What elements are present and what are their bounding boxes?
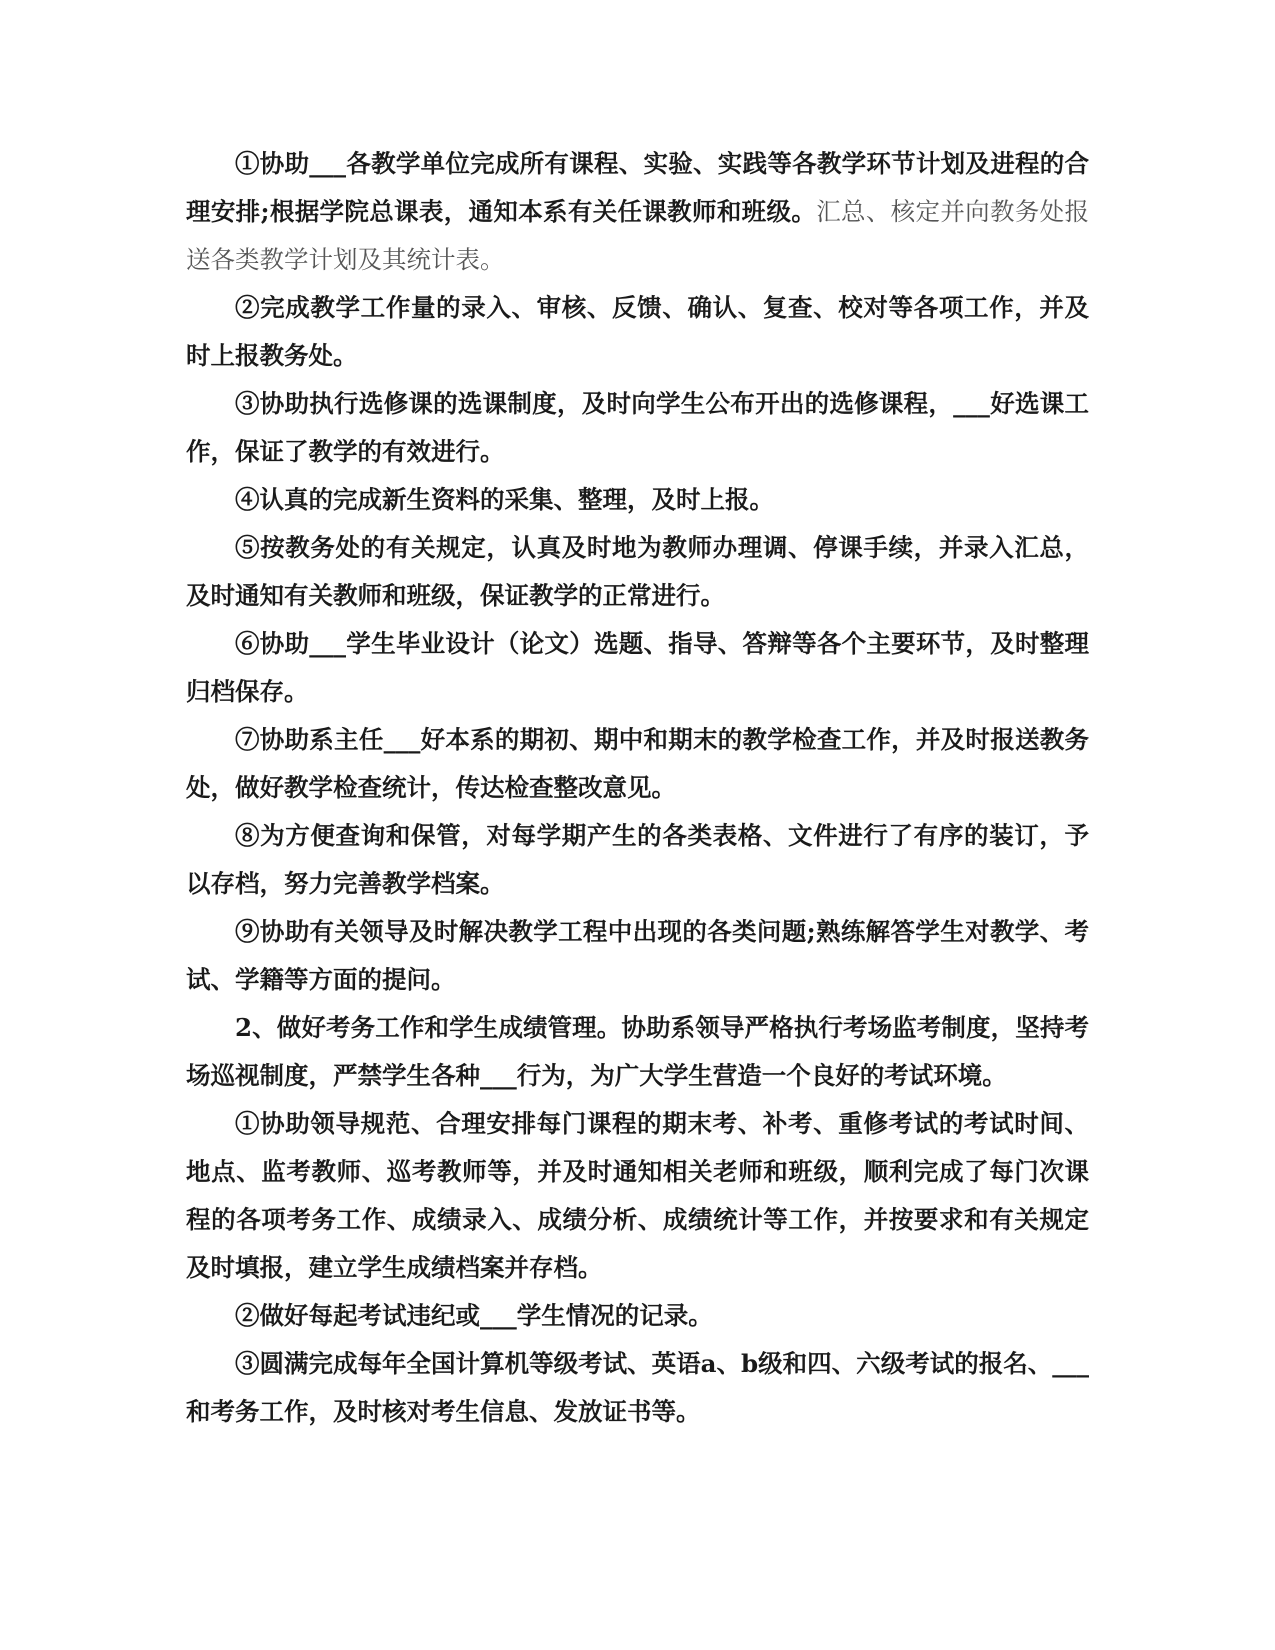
paragraph-9: ⑨协助有关领导及时解决教学工程中出现的各类问题;熟练解答学生对教学、考试、学籍等方面的提问。	[186, 917, 1089, 994]
paragraph-2: ②完成教学工作量的录入、审核、反馈、确认、复查、校对等各项工作，并及时上报教务处。	[186, 293, 1089, 370]
paragraph-6: ⑥协助___学生毕业设计（论文）选题、指导、答辩等各个主要环节，及时整理归档保存。	[186, 629, 1089, 706]
paragraph-8: ⑧为方便查询和保管，对每学期产生的各类表格、文件进行了有序的装订，予以存档，努力完善教学档案。	[186, 821, 1089, 898]
paragraph-10: 2、做好考务工作和学生成绩管理。协助系领导严格执行考场监考制度，坚持考场巡视制度，严禁学生各种___行为，为广大学生营造一个良好的考试环境。	[186, 1013, 1089, 1090]
paragraph-5: ⑤按教务处的有关规定，认真及时地为教师办理调、停课手续，并录入汇总，及时通知有关教师和班级，保证教学的正常进行。	[186, 533, 1089, 610]
paragraph-1-text: ①协助___各教学单位完成所有课程、实验、实践等各教学环节计划及进程的合理安排;根据学院总课表，通知本系有关任课教师和班级。	[186, 149, 1089, 226]
paragraph-11: ①协助领导规范、合理安排每门课程的期末考、补考、重修考试的考试时间、地点、监考教师、巡考教师等，并及时通知相关老师和班级，顺利完成了每门次课程的各项考务工作、成绩录入、成绩分析、成绩统计等工作，并按要求和有关规定及时填报，建立学生成绩档案并存档。	[186, 1109, 1089, 1282]
paragraph-13: ③圆满完成每年全国计算机等级考试、英语a、b级和四、六级考试的报名、___和考务工作，及时核对考生信息、发放证书等。	[186, 1349, 1089, 1426]
paragraph-12: ②做好每起考试违纪或___学生情况的记录。	[235, 1301, 713, 1330]
paragraph-1	[186, 140, 1089, 284]
paragraph-4: ④认真的完成新生资料的采集、整理，及时上报。	[235, 485, 774, 514]
paragraph-7: ⑦协助系主任___好本系的期初、期中和期末的教学检查工作，并及时报送教务处，做好教学检查统计，传达检查整改意见。	[186, 725, 1089, 802]
document-body	[186, 140, 1089, 1436]
paragraph-1-tail: 汇总、核定并向教务处报送各类教学计划及其统计表。	[186, 197, 1090, 274]
paragraph-3: ③协助执行选修课的选课制度，及时向学生公布开出的选修课程，___好选课工作，保证了教学的有效进行。	[186, 389, 1089, 466]
